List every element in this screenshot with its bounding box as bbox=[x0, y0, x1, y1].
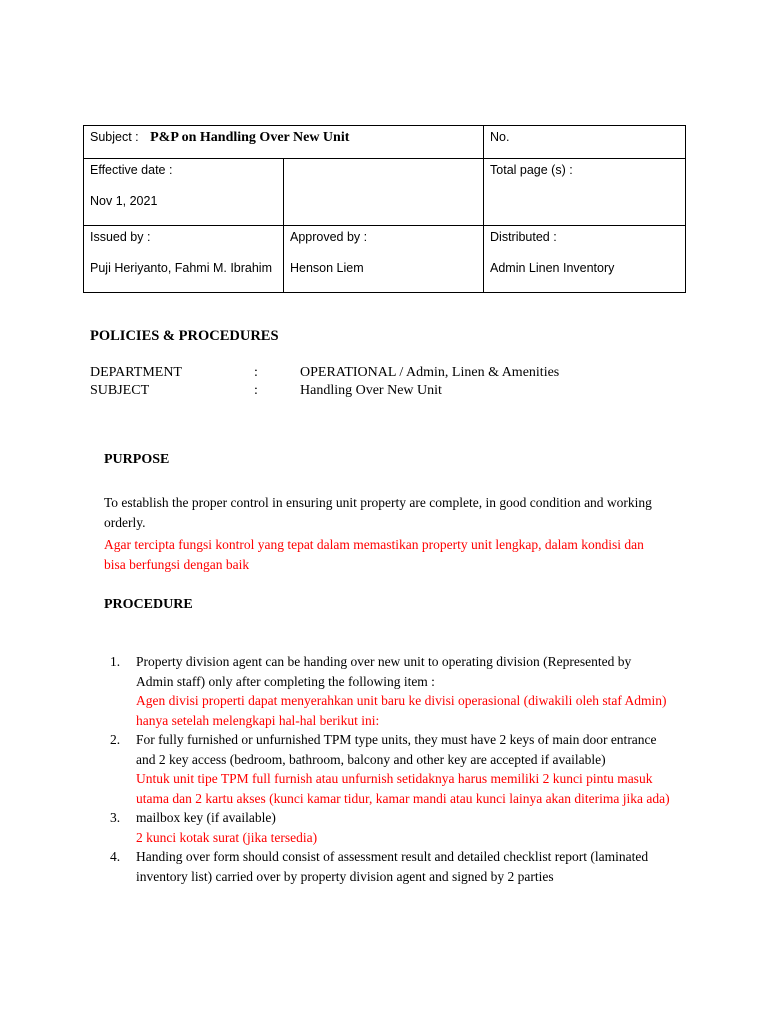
procedure-item-number: 1. bbox=[110, 654, 121, 669]
issued-by-cell bbox=[84, 226, 284, 293]
total-page-label: Total page (s) : bbox=[490, 163, 573, 177]
subject-label: Subject : bbox=[90, 130, 139, 144]
effective-date-cell bbox=[84, 159, 284, 226]
purpose-text-en: To establish the proper control in ensuring unit property are complete, in good condition and working orderly. bbox=[104, 495, 652, 530]
procedure-heading: PROCEDURE bbox=[104, 597, 193, 612]
procedure-item-id: Untuk unit tipe TPM full furnish atau unfurnish setidaknya harus memiliki 2 kunci pintu masuk utama dan 2 kartu akses (kunci kamar tidur, kamar mandi atau kunci lainya akan diterima jika ada) bbox=[136, 771, 670, 806]
procedure-item bbox=[110, 808, 670, 847]
procedure-item bbox=[110, 847, 670, 886]
purpose-text-id: Agar tercipta fungsi kontrol yang tepat dalam memastikan property unit lengkap, dalam kondisi dan bisa berfungsi dengan baik bbox=[104, 537, 644, 572]
policies-title: POLICIES & PROCEDURES bbox=[90, 328, 279, 344]
department-colon: : bbox=[254, 365, 258, 380]
procedure-item-en: mailbox key (if available) bbox=[136, 810, 276, 825]
department-value: OPERATIONAL / Admin, Linen & Amenities bbox=[300, 365, 560, 380]
procedure-item-id: Agen divisi properti dapat menyerahkan unit baru ke divisi operasional (diwakili oleh staf Admin) hanya setelah melengkapi hal-hal berikut ini: bbox=[136, 693, 667, 728]
approved-by-label: Approved by : bbox=[290, 230, 368, 244]
approved-by-value: Henson Liem bbox=[290, 261, 364, 275]
subject-value: P&P on Handling Over New Unit bbox=[150, 130, 350, 145]
document-header-table bbox=[83, 125, 686, 293]
procedure-item-id: 2 kunci kotak surat (jika tersedia) bbox=[136, 829, 318, 845]
no-cell bbox=[484, 126, 686, 159]
subject-row-colon: : bbox=[254, 383, 258, 398]
distributed-value: Admin Linen Inventory bbox=[490, 261, 615, 275]
procedure-item-number: 2. bbox=[110, 732, 121, 747]
subject-row-label: SUBJECT bbox=[90, 383, 150, 398]
issued-by-label: Issued by : bbox=[90, 230, 151, 244]
approved-by-cell bbox=[284, 226, 484, 293]
effective-date-value: Nov 1, 2021 bbox=[90, 194, 158, 208]
subject-cell bbox=[84, 126, 484, 159]
procedure-item-en: Handing over form should consist of assessment result and detailed checklist report (laminated inventory list) carried over by property division agent and signed by 2 parties bbox=[136, 849, 649, 884]
issued-by-value: Puji Heriyanto, Fahmi M. Ibrahim bbox=[90, 261, 273, 275]
purpose-heading: PURPOSE bbox=[104, 452, 170, 467]
procedure-item bbox=[110, 652, 670, 730]
no-label: No. bbox=[490, 130, 510, 144]
empty-cell bbox=[284, 159, 484, 226]
procedure-item-number: 4. bbox=[110, 849, 121, 864]
procedure-item-en: For fully furnished or unfurnished TPM type units, they must have 2 keys of main door entrance and 2 key access (bedroom, bathroom, balcony and other key are accepted if available) bbox=[136, 732, 657, 767]
distributed-cell bbox=[484, 226, 686, 293]
procedure-list bbox=[110, 652, 670, 886]
procedure-item-number: 3. bbox=[110, 810, 121, 825]
procedure-item-en: Property division agent can be handing over new unit to operating division (Represented by Admin staff) only after completing the following item : bbox=[136, 654, 632, 689]
procedure-item bbox=[110, 730, 670, 808]
distributed-label: Distributed : bbox=[490, 230, 557, 244]
total-page-cell bbox=[484, 159, 686, 226]
subject-row-value: Handling Over New Unit bbox=[300, 383, 442, 398]
department-label: DEPARTMENT bbox=[90, 365, 182, 380]
effective-date-label: Effective date : bbox=[90, 163, 173, 177]
